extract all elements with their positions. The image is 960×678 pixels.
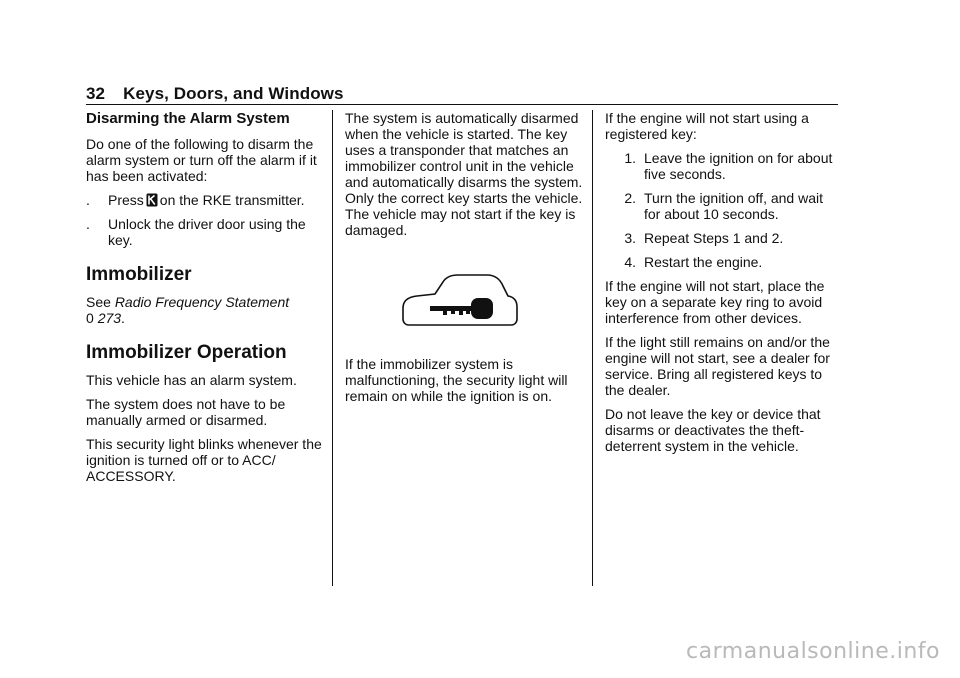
car-key-security-light-icon <box>345 246 583 346</box>
step-number: 1. <box>624 150 636 166</box>
operation-paragraph: This security light blinks whenever the ignition is turned off or to ACC/ ACCESSORY. <box>86 436 322 484</box>
page-arrow-icon: 0 <box>86 310 94 326</box>
column-1 <box>86 110 322 492</box>
system-paragraph: The system is automatically disarmed when the vehicle is started. The key uses a transponder that matches an immobilizer control unit in the vehicle and automatically disarms the system. Only the correct key starts the vehicle. The vehicle may not start if the key is damaged. <box>345 110 583 238</box>
malfunction-paragraph: If the immobilizer system is malfunctioning, the security light will remain on while the ignition is on. <box>345 356 568 404</box>
list-item <box>605 254 843 270</box>
immobilizer-operation-heading: Immobilizer Operation <box>86 342 287 363</box>
column-divider-2 <box>592 110 593 586</box>
bullet-text <box>108 192 322 208</box>
operation-paragraph: This vehicle has an alarm system. <box>86 372 297 388</box>
column-divider-1 <box>332 110 333 586</box>
column-2 <box>345 110 583 412</box>
see-reference <box>86 294 322 326</box>
bullet-text: Unlock the driver door using the key. <box>108 216 306 248</box>
bullet-text-post: on the RKE transmitter. <box>159 192 305 208</box>
list-item <box>605 230 843 246</box>
step-number: 3. <box>624 230 636 246</box>
k-key-icon <box>146 193 158 207</box>
watermark: carmanualsonline.info <box>686 639 940 664</box>
list-item <box>605 190 843 222</box>
engine-intro: If the engine will not start using a registered key: <box>605 110 809 142</box>
list-item <box>86 192 322 208</box>
bullet-marker: . <box>86 192 90 208</box>
bullet-text-pre: Press <box>108 192 144 208</box>
list-item <box>605 150 843 182</box>
step-number: 4. <box>624 254 636 270</box>
header-rule <box>86 104 838 105</box>
section-title: Keys, Doors, and Windows <box>123 84 344 103</box>
see-label: See <box>86 294 111 310</box>
engine-paragraph: If the light still remains on and/or the engine will not start, see a dealer for service. Bring all registered keys to the dealer. <box>605 334 830 398</box>
page-number: 32 <box>86 84 106 103</box>
operation-paragraph: The system does not have to be manually armed or disarmed. <box>86 396 286 428</box>
reference-page[interactable]: 273 <box>97 310 122 326</box>
engine-paragraph: Do not leave the key or device that disarms or deactivates the theft-deterrent system in the vehicle. <box>605 406 821 454</box>
column-3 <box>605 110 843 462</box>
reference-end: . <box>121 310 125 326</box>
engine-paragraph: If the engine will not start, place the key on a separate key ring to avoid interference from other devices. <box>605 278 825 326</box>
immobilizer-heading: Immobilizer <box>86 264 192 285</box>
step-number: 2. <box>624 190 636 206</box>
disarming-intro: Do one of the following to disarm the alarm system or turn off the alarm if it has been activated: <box>86 136 317 184</box>
step-text: Repeat Steps 1 and 2. <box>644 230 784 246</box>
disarming-heading: Disarming the Alarm System <box>86 110 290 127</box>
step-text: Restart the engine. <box>644 254 763 270</box>
step-text: Leave the ignition on for about five seconds. <box>644 150 833 182</box>
list-item <box>86 216 322 248</box>
reference-link[interactable]: Radio Frequency Statement <box>114 294 290 310</box>
page-header <box>86 84 344 104</box>
bullet-marker: . <box>86 216 90 232</box>
step-text: Turn the ignition off, and wait for about 10 seconds. <box>644 190 823 222</box>
